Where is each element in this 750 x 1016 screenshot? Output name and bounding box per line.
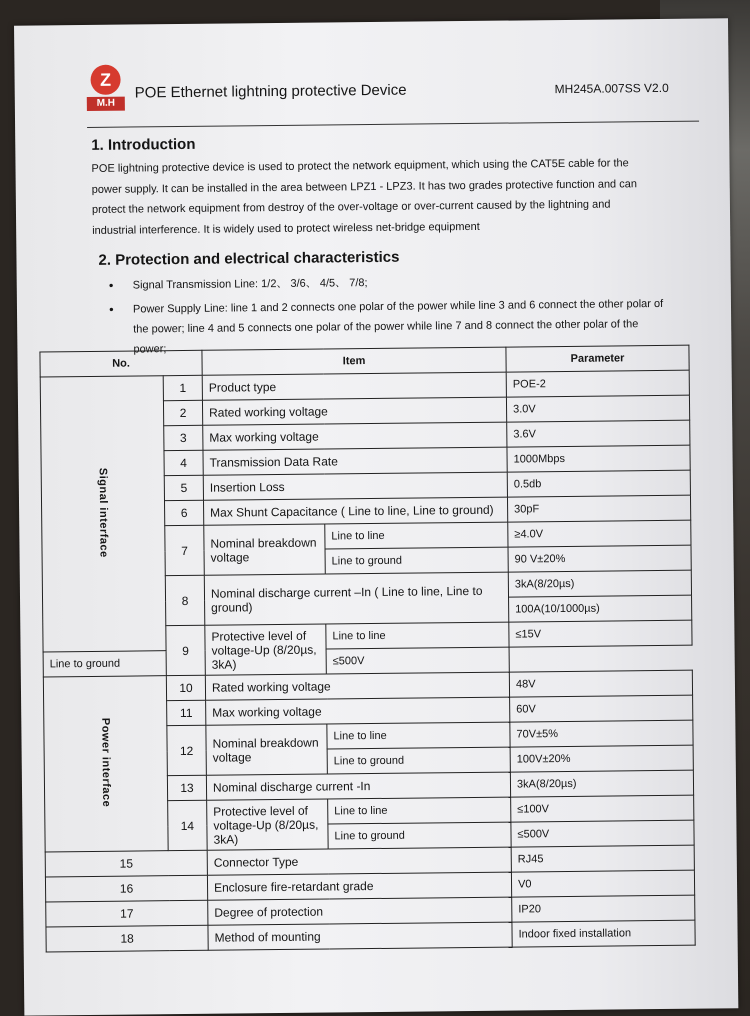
company-logo: [86, 65, 125, 113]
row-number: 11: [167, 700, 206, 725]
row-item: Max Shunt Capacitance ( Line to line, Line to ground): [203, 497, 507, 525]
row-item: Connector Type: [207, 847, 511, 875]
header-no: No.: [40, 350, 202, 377]
row-number: 16: [45, 875, 207, 902]
row-parameter: 3.0V: [506, 395, 689, 422]
logo-text: M.H: [87, 97, 125, 111]
logo-symbol: Z: [90, 65, 120, 95]
row-parameter: 48V: [509, 670, 692, 697]
row-parameter: 90 V±20%: [508, 545, 691, 572]
row-subitem: Line to ground: [43, 651, 166, 677]
row-item: Nominal breakdown voltage: [204, 524, 326, 575]
row-parameter: IP20: [512, 895, 695, 922]
row-item: Nominal discharge current –In ( Line to line, Line to ground): [204, 572, 509, 625]
row-number: 12: [167, 725, 207, 775]
row-parameter: POE-2: [506, 370, 689, 397]
row-subitem: Line to ground: [328, 822, 511, 849]
row-number: 6: [165, 500, 204, 525]
row-number: 10: [166, 675, 205, 700]
row-parameter: ≤500V: [326, 647, 509, 674]
bullet-power-line: ● Power Supply Line: line 1 and 2 connects one polar of the power while line 3 and 6 connect the other polar of the power; line 4 and 5 connects one polar of the power while line 7 and 8 connect the other polar of the power;: [109, 294, 670, 360]
row-parameter: ≤500V: [511, 820, 694, 847]
row-number: 8: [165, 575, 205, 625]
row-parameter: 1000Mbps: [507, 445, 690, 472]
document-title: POE Ethernet lightning protective Device: [134, 81, 407, 102]
row-parameter: 100V±20%: [510, 745, 693, 772]
row-subitem: Line to ground: [327, 747, 510, 774]
row-number: 18: [46, 925, 208, 952]
row-parameter: 100A(10/1000µs): [509, 595, 692, 622]
row-item: Max working voltage: [203, 422, 507, 450]
row-number: 4: [164, 450, 203, 475]
row-item: Protective level of voltage-Up (8/20µs, 3kA): [207, 799, 329, 850]
group-power-interface: Power interface: [43, 676, 168, 852]
row-parameter: 3kA(8/20µs): [508, 570, 691, 597]
row-item: Transmission Data Rate: [203, 447, 507, 475]
row-item: Max working voltage: [206, 697, 510, 725]
spec-sheet-paper: [14, 18, 738, 1015]
intro-paragraph: POE lightning protective device is used to protect the network equipment, which using the CAT5E cable for the power supply. It can be installed in the area between LPZ1 - LPZ3. It has two grades protective function and can protect the network equipment from destroy of the over-voltage or over-current caused by the lightning and industrial interference. It is widely used to protect wireless net-bridge equipment: [91, 157, 638, 237]
group-signal-interface: Signal interface: [40, 376, 166, 652]
row-item: Protective level of voltage-Up (8/20µs, 3kA): [205, 624, 327, 675]
row-item: Product type: [202, 372, 506, 400]
row-number: 17: [46, 900, 208, 927]
row-item: Nominal discharge current -In: [206, 772, 510, 800]
header-item: Item: [202, 347, 506, 375]
row-number: 14: [168, 800, 208, 850]
row-item: Degree of protection: [208, 897, 512, 925]
row-parameter: ≥4.0V: [508, 520, 691, 547]
spec-table: [39, 345, 695, 953]
row-parameter: 30pF: [507, 495, 690, 522]
row-number: 15: [45, 850, 207, 877]
row-parameter: Indoor fixed installation: [512, 920, 695, 947]
row-subitem: Line to line: [328, 797, 511, 824]
row-subitem: Line to line: [325, 522, 508, 549]
row-parameter: 3kA(8/20µs): [510, 770, 693, 797]
row-parameter: V0: [511, 870, 694, 897]
row-parameter: 3.6V: [507, 420, 690, 447]
row-number: 5: [164, 475, 203, 500]
row-item: Nominal breakdown voltage: [206, 724, 328, 775]
protection-heading: 2. Protection and electrical characteristics: [98, 248, 400, 269]
row-number: 3: [164, 425, 203, 450]
row-number: 1: [163, 375, 202, 400]
row-parameter: 0.5db: [507, 470, 690, 497]
document-header: [86, 59, 669, 125]
row-number: 13: [167, 775, 206, 800]
row-item: Method of mounting: [208, 922, 512, 950]
row-subitem: Line to line: [327, 722, 510, 749]
header-parameter: Parameter: [506, 345, 689, 372]
row-subitem: Line to ground: [325, 547, 508, 574]
intro-heading: 1. Introduction: [91, 135, 196, 154]
row-parameter: RJ45: [511, 845, 694, 872]
row-number: 9: [166, 625, 206, 675]
row-parameter: ≤15V: [509, 620, 692, 647]
row-parameter: 70V±5%: [510, 720, 693, 747]
row-item: Enclosure fire-retardant grade: [207, 872, 511, 900]
row-item: Rated working voltage: [202, 397, 506, 425]
row-number: 2: [163, 400, 202, 425]
row-number: 7: [165, 525, 205, 575]
row-subitem: Line to line: [326, 622, 509, 649]
row-parameter: ≤100V: [511, 795, 694, 822]
row-item: Rated working voltage: [205, 672, 509, 700]
row-parameter: 60V: [510, 695, 693, 722]
document-code: MH245A.007SS V2.0: [554, 80, 669, 97]
row-item: Insertion Loss: [203, 472, 507, 500]
bullet-signal-line: ● Signal Transmission Line: 1/2、 3/6、 4/5、 7/8;: [109, 270, 669, 296]
